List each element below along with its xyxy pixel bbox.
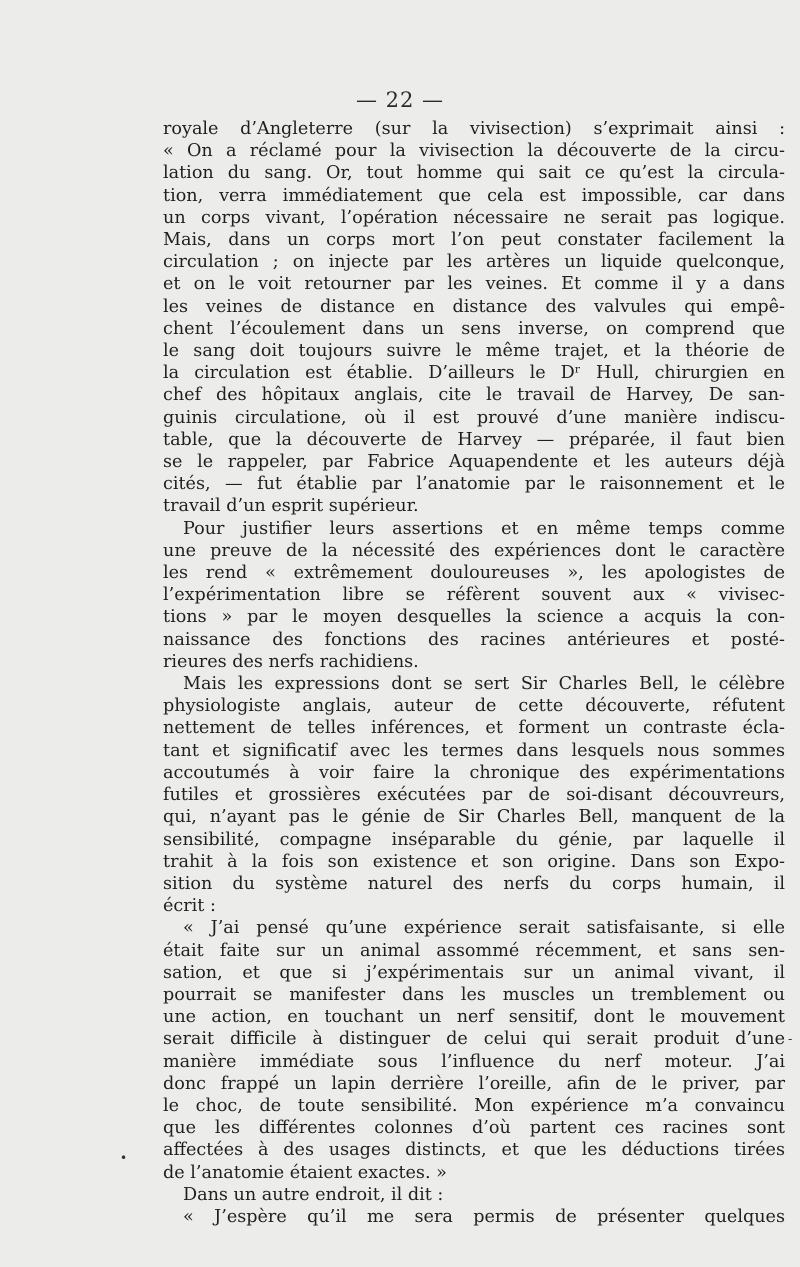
text-line: une preuve de la nécessité des expériences dont le caractère [163, 540, 785, 561]
text-line: tions » par le moyen desquelles la science a acquis la con- [163, 607, 785, 628]
text-line: affectées à des usages distincts, et que les déductions tirées [163, 1140, 785, 1161]
text-line: chent l’écoulement dans un sens inverse, on comprend que [163, 318, 785, 339]
text-line: guinis circulatione, où il est prouvé d’une manière indiscu- [163, 407, 785, 428]
text-line: chef des hôpitaux anglais, cite le travail de Harvey, De san- [163, 385, 785, 406]
text-line: l’expérimentation libre se réfèrent souvent aux « vivisec- [163, 585, 785, 606]
text-line: « J’ai pensé qu’une expérience serait satisfaisante, si elle [183, 918, 785, 939]
text-line: de l’anatomie étaient exactes. » [163, 1162, 447, 1183]
text-line: manière immédiate sous l’influence du nerf moteur. J’ai [163, 1051, 785, 1072]
text-line: Dans un autre endroit, il dit : [183, 1184, 444, 1205]
body-text [163, 118, 785, 1228]
text-line: cités, — fut établie par l’anatomie par le raisonnement et le [163, 474, 785, 495]
text-line: la circulation est établie. D’ailleurs le Dʳ Hull, chirurgien en [163, 363, 785, 384]
text-line: lation du sang. Or, tout homme qui sait ce qu’est la circula- [163, 163, 785, 184]
text-line: serait difficile à distinguer de celui qui serait produit d’une [163, 1029, 785, 1050]
text-line: sation, et que si j’expérimentais sur un animal vivant, il [163, 962, 785, 983]
margin-dot-mark: • [120, 1151, 128, 1165]
text-line: « J’espère qu’il me sera permis de présenter quelques [183, 1206, 785, 1227]
text-line: trahit à la fois son existence et son origine. Dans son Expo- [163, 851, 785, 872]
text-line: table, que la découverte de Harvey — préparée, il faut bien [163, 429, 785, 450]
text-line: Mais, dans un corps mort l’on peut constater facilement la [163, 230, 785, 251]
page-number: — 22 — [355, 88, 445, 112]
margin-dash-mark: - [788, 1032, 793, 1046]
text-line: Mais les expressions dont se sert Sir Charles Bell, le célèbre [183, 674, 785, 695]
text-line: le sang doit toujours suivre le même trajet, et la théorie de [163, 341, 785, 362]
text-line: que les différentes colonnes d’où partent ces racines sont [163, 1118, 785, 1139]
text-line: les veines de distance en distance des valvules qui empê- [163, 296, 785, 317]
text-line: Pour justifier leurs assertions et en même temps comme [183, 518, 785, 539]
text-line: qui, n’ayant pas le génie de Sir Charles Bell, manquent de la [163, 807, 785, 828]
text-line: le choc, de toute sensibilité. Mon expérience m’a convaincu [163, 1095, 785, 1116]
text-line: était faite sur un animal assommé récemment, et sans sen- [163, 940, 785, 961]
text-line: une action, en touchant un nerf sensitif, dont le mouvement [163, 1007, 785, 1028]
text-line: et on le voit retourner par les veines. Et comme il y a dans [163, 274, 785, 295]
text-line: un corps vivant, l’opération nécessaire ne serait pas logique. [163, 207, 785, 228]
text-line: physiologiste anglais, auteur de cette découverte, réfutent [163, 696, 785, 717]
text-line: écrit : [163, 896, 216, 917]
text-line: travail d’un esprit supérieur. [163, 496, 419, 517]
text-line: les rend « extrêmement douloureuses », les apologistes de [163, 563, 785, 584]
text-line: tant et significatif avec les termes dans lesquels nous sommes [163, 740, 785, 761]
text-line: sition du système naturel des nerfs du corps humain, il [163, 873, 785, 894]
text-line: accoutumés à voir faire la chronique des expérimentations [163, 762, 785, 783]
text-line: rieures des nerfs rachidiens. [163, 651, 419, 672]
text-line: naissance des fonctions des racines antérieures et posté- [163, 629, 785, 650]
text-line: futiles et grossières exécutées par de soi-disant découvreurs, [163, 785, 785, 806]
text-line: nettement de telles inférences, et forment un contraste écla- [163, 718, 785, 739]
text-line: circulation ; on injecte par les artères un liquide quelconque, [163, 252, 785, 273]
text-line: « On a réclamé pour la vivisection la découverte de la circu- [163, 141, 785, 162]
text-line: sensibilité, compagne inséparable du génie, par laquelle il [163, 829, 785, 850]
text-line: se le rappeler, par Fabrice Aquapendente et les auteurs déjà [163, 452, 785, 473]
text-line: donc frappé un lapin derrière l’oreille, afin de le priver, par [163, 1073, 785, 1094]
text-line: pourrait se manifester dans les muscles un tremblement ou [163, 984, 785, 1005]
text-line: tion, verra immédiatement que cela est impossible, car dans [163, 185, 785, 206]
text-line: royale d’Angleterre (sur la vivisection) s’exprimait ainsi : [163, 119, 785, 139]
